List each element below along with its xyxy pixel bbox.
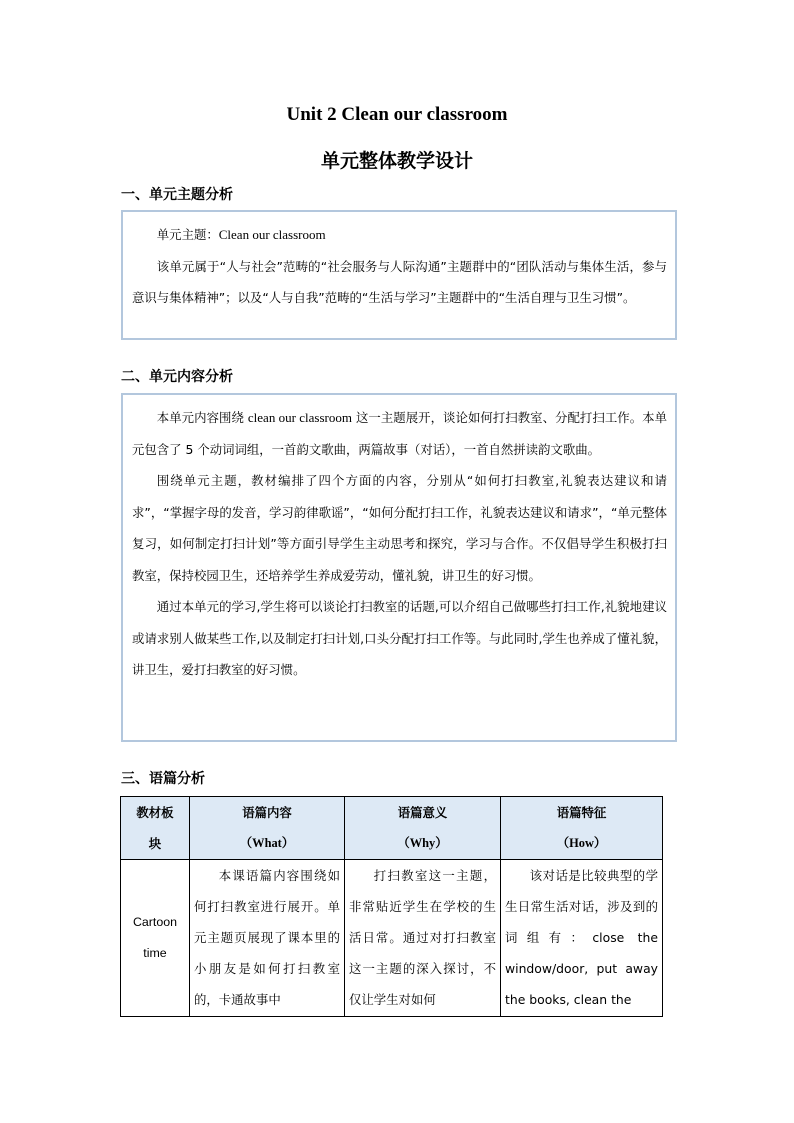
document-title: Unit 2 Clean our classroom	[286, 104, 508, 125]
p1-text-en: clean our classroom	[247, 410, 352, 425]
section3-heading: 三、语篇分析	[121, 771, 205, 787]
header-why-sub: （Why）	[397, 836, 448, 850]
section2-paragraph-2: 围绕单元主题，教材编排了四个方面的内容，分别从“如何打扫教室,礼貌表达建议和请求”，“掌握字母的发音，学习韵律歌谣”，“如何分配打扫工作，礼貌表达建议和请求”，“单元整体复习，如何制定打扫计划”等方面引导学生主动思考和探究，学习与合作。不仅倡导学生积极打扫教室，保持校园卫生，还培养学生养成爱劳动，懂礼貌，讲卫生的好习惯。	[132, 473, 667, 583]
cell-block	[121, 860, 190, 1017]
section2-box	[121, 393, 677, 742]
table-row	[121, 860, 663, 1017]
cell-what-text: 本课语篇内容围绕如何打扫教室进行展开。单元主题页展现了课本里的小朋友是如何打扫教室的，卡通故事中	[194, 868, 340, 1007]
header-how-sub: （How）	[556, 836, 607, 850]
header-how	[501, 797, 663, 860]
cell-why	[345, 860, 501, 1017]
cell-how-text: 该对话是比较典型的学生日常生活对话，涉及到的词组有：close the window/door, put away the books, clean the	[505, 868, 658, 1007]
theme-prefix: 单元主题：	[156, 227, 219, 242]
section1-paragraph: 该单元属于“人与社会”范畴的“社会服务与人际沟通”主题群中的“团队活动与集体生活，参与意识与集体精神”；以及“人与自我”范畴的“生活与学习”主题群中的“生活自理与卫生习惯”。	[132, 258, 667, 305]
document-subtitle: 单元整体教学设计	[320, 150, 473, 172]
header-what-sub: （What）	[239, 836, 295, 850]
section2-heading: 二、单元内容分析	[121, 369, 233, 385]
table-header-row	[121, 797, 663, 860]
section2-paragraph-3: 通过本单元的学习,学生将可以谈论打扫教室的话题,可以介绍自己做哪些打扫工作,礼貌地建议或请求别人做某些工作,以及制定打扫计划,口头分配打扫工作等。与此同时,学生也养成了懂礼貌，讲卫生，爱打扫教室的好习惯。	[132, 599, 667, 677]
cell-how	[501, 860, 663, 1017]
header-what-label: 语篇内容	[242, 805, 292, 820]
header-how-label: 语篇特征	[556, 805, 607, 820]
cell-why-text: 打扫教室这一主题，非常贴近学生在学校的生活日常。通过对打扫教室这一主题的深入探讨，不仅让学生对如何	[349, 868, 496, 1007]
discourse-analysis-table	[120, 796, 663, 1017]
p1-text-a: 本单元内容围绕	[156, 410, 248, 425]
header-why	[345, 797, 501, 860]
theme-line	[132, 219, 667, 251]
header-why-label: 语篇意义	[397, 805, 448, 820]
cell-what	[190, 860, 345, 1017]
theme-value: Clean our classroom	[218, 227, 326, 242]
section2-paragraph-1	[132, 402, 667, 465]
cell-block-text: Cartoon time	[132, 915, 178, 960]
header-block-label: 教材板块	[136, 805, 174, 851]
section1-heading: 一、单元主题分析	[121, 187, 233, 203]
section1-box	[121, 210, 677, 340]
header-what	[190, 797, 345, 860]
header-block	[121, 797, 190, 860]
p1-text-b: 这一主题展开，谈论如何打扫教室、分配打扫工作。本单元包含了 5 个动词词组，一首韵文歌曲，两篇故事（对话），一首自然拼读韵文歌曲。	[132, 410, 667, 457]
